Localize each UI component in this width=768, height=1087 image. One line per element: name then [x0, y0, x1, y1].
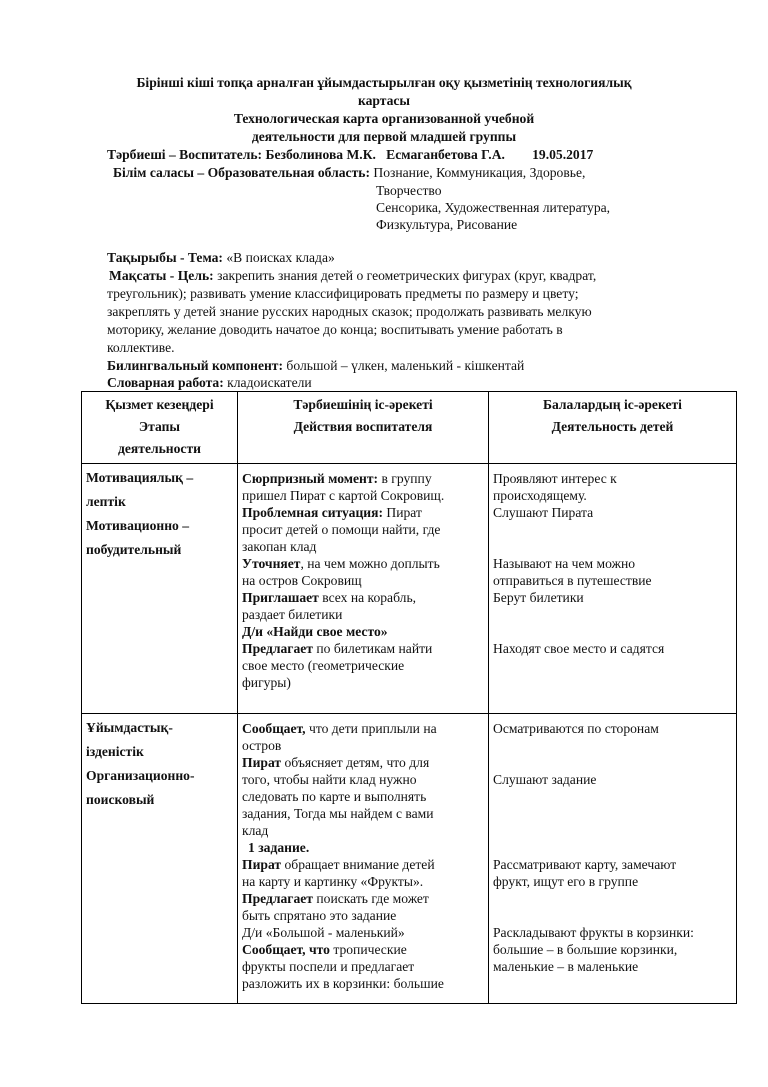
- teacher-line: [107, 146, 593, 163]
- table-header-row: [82, 392, 737, 464]
- stage-cell-organization: [82, 714, 238, 1004]
- children-line: отправиться в путешествие: [493, 573, 652, 588]
- teacher-line: просит детей о помощи найти, где: [242, 522, 441, 537]
- text: что: [305, 942, 330, 957]
- title-kz-line2: картасы: [357, 93, 411, 108]
- children-line: Раскладывают фрукты в корзинки:: [493, 925, 694, 940]
- goal-text-4: моторику, желание доводить начатое до конца; воспитывать умение работать в: [107, 322, 563, 337]
- header-teacher-kz: Тәрбиешінің іс-әрекеті: [293, 397, 433, 412]
- children-line: Слушают задание: [493, 772, 597, 787]
- teacher-line: на карту и картинку «Фрукты».: [242, 874, 424, 889]
- table-row: [82, 714, 737, 1004]
- teacher-line: [238, 839, 488, 856]
- children-cell-organization: [489, 714, 737, 1004]
- header-stages-ru-1: Этапы: [138, 419, 181, 434]
- children-line: фрукт, ищут его в группе: [493, 874, 639, 889]
- area-value-2: Творчество: [376, 183, 442, 198]
- teacher-line: [238, 589, 488, 606]
- stage-kz-2: ізденістік: [86, 744, 144, 759]
- teacher-line: пришел Пират с картой Сокровищ.: [242, 488, 445, 503]
- text: по билетикам найти: [312, 641, 433, 656]
- header-teacher-ru: Действия воспитателя: [293, 419, 433, 434]
- goal-text-2: треугольник); развивать умение классифицировать предметы по размеру и цвету;: [107, 286, 579, 301]
- children-cell-motivation: [489, 464, 737, 714]
- children-line: Рассматривают карту, замечают: [493, 857, 677, 872]
- text: объясняет детям, что для: [281, 755, 430, 770]
- teacher-line: задания, Тогда мы найдем с вами: [242, 806, 434, 821]
- teacher-line: свое место (геометрические: [242, 658, 405, 673]
- header-children-kz: Балалардың іс-әрекеті: [543, 397, 682, 412]
- topic-label: Тақырыбы - Тема:: [107, 250, 223, 265]
- stage-ru-2: поисковый: [86, 792, 155, 807]
- text: поискать где может: [312, 891, 429, 906]
- header-children-actions: [489, 392, 737, 464]
- bilingual-label: Билингвальный компонент:: [107, 358, 284, 373]
- bilingual-value: большой – үлкен, маленький - кішкентай: [286, 358, 525, 373]
- children-line: происходящему.: [493, 488, 587, 503]
- stage-ru-1: Мотивационно –: [86, 518, 190, 533]
- teacher-line: закопан клад: [242, 539, 317, 554]
- teacher-line: фигуры): [242, 675, 291, 690]
- vocabulary-label: Словарная работа:: [107, 375, 224, 390]
- task-1-label: 1 задание.: [248, 840, 310, 855]
- goal-line1: [109, 267, 596, 284]
- text: тропические: [329, 942, 407, 957]
- children-line: маленькие – в маленькие: [493, 959, 639, 974]
- teacher-line: [238, 890, 488, 907]
- teacher-line: быть спрятано это задание: [242, 908, 397, 923]
- title-ru-line2: деятельности для первой младшей группы: [251, 129, 517, 144]
- teacher-line: Д/и «Большой - маленький»: [242, 925, 405, 940]
- bilingual-line: [107, 357, 524, 374]
- teacher-line: [238, 720, 488, 737]
- goal-text-5: коллективе.: [107, 340, 175, 355]
- stage-ru-2: побудительный: [86, 542, 182, 557]
- goal-label: Мақсаты - Цель:: [109, 268, 214, 283]
- stage-cell-motivation: [82, 464, 238, 714]
- teacher-line: раздает билетики: [242, 607, 343, 622]
- teacher-second: Есмаганбетова Г.А.: [386, 147, 505, 162]
- children-line: Называют на чем можно: [493, 556, 636, 571]
- stage-ru-1: Организационно-: [86, 768, 195, 783]
- text: , на чем можно доплыть: [300, 556, 440, 571]
- teacher-line: [238, 623, 488, 640]
- teacher-line: [238, 856, 488, 873]
- area-value-4: Физкультура, Рисование: [376, 217, 518, 232]
- pirate-label: Пират: [242, 857, 282, 872]
- clarifies-label: Уточняет: [242, 556, 301, 571]
- children-line: Слушают Пирата: [493, 505, 594, 520]
- topic-line: [107, 249, 335, 266]
- informs-label: Сообщает,: [242, 942, 306, 957]
- informs-label: Сообщает,: [242, 721, 306, 736]
- area-value-1: Познание, Коммуникация, Здоровье,: [373, 165, 586, 180]
- teacher-line: остров: [242, 738, 282, 753]
- teacher-cell-motivation: [238, 464, 489, 714]
- teacher-line: [238, 555, 488, 572]
- teacher-cell-organization: [238, 714, 489, 1004]
- children-line: большие – в большие корзинки,: [493, 942, 678, 957]
- children-line: Берут билетики: [493, 590, 584, 605]
- teacher-line: того, чтобы найти клад нужно: [242, 772, 417, 787]
- children-line: Проявляют интерес к: [493, 471, 617, 486]
- game-title: Д/и «Найди свое место»: [242, 624, 388, 639]
- area-line: [113, 164, 585, 181]
- suggests-label: Предлагает: [242, 891, 313, 906]
- area-value-3: Сенсорика, Художественная литература,: [376, 200, 611, 215]
- goal-text-3: закреплять у детей знание русских народных сказок; продолжать развивать мелкую: [107, 304, 592, 319]
- children-line: Осматриваются по сторонам: [493, 721, 659, 736]
- teacher-label: Тәрбиеші – Воспитатель: Безболинова М.К.: [107, 147, 376, 162]
- teacher-line: [238, 754, 488, 771]
- children-line: Находят свое место и садятся: [493, 641, 665, 656]
- title-ru-line1: Технологическая карта организованной учебной: [233, 111, 535, 126]
- teacher-line: [238, 941, 488, 958]
- teacher-line: [238, 470, 488, 487]
- stage-kz-1: Ұйымдастық-: [86, 720, 173, 735]
- pirate-label: Пират: [242, 755, 282, 770]
- text: обращает внимание детей: [281, 857, 435, 872]
- teacher-line: фрукты поспели и предлагает: [242, 959, 415, 974]
- vocabulary-line: [107, 374, 312, 391]
- text: в группу: [378, 471, 432, 486]
- suggests-label: Предлагает: [242, 641, 313, 656]
- header-teacher-actions: [238, 392, 489, 464]
- teacher-line: клад: [242, 823, 269, 838]
- text: Пират: [383, 505, 422, 520]
- vocabulary-value: кладоискатели: [227, 375, 312, 390]
- header-children-ru: Деятельность детей: [551, 419, 674, 434]
- surprise-moment-label: Сюрпризный момент:: [242, 471, 379, 486]
- problem-situation-label: Проблемная ситуация:: [242, 505, 384, 520]
- stage-kz-1: Мотивациялық –: [86, 470, 194, 485]
- invites-label: Приглашает: [242, 590, 319, 605]
- activity-table: [81, 391, 737, 1004]
- header-stages-kz: Қызмет кезеңдері: [105, 397, 214, 412]
- goal-text-1: закрепить знания детей о геометрических фигурах (круг, квадрат,: [217, 268, 597, 283]
- document-date: 19.05.2017: [532, 147, 594, 162]
- teacher-line: на остров Сокровищ: [242, 573, 362, 588]
- text: что дети приплыли на: [305, 721, 437, 736]
- text: всех на корабль,: [318, 590, 417, 605]
- teacher-line: разложить их в корзинки: большие: [242, 976, 444, 991]
- title-kz-line1: Бірінші кіші топқа арналған ұйымдастырылған оқу қызметінің технологиялық: [136, 75, 632, 90]
- teacher-line: следовать по карте и выполнять: [242, 789, 427, 804]
- area-label: Білім саласы – Образовательная область:: [113, 165, 370, 180]
- topic-value: «В поисках клада»: [226, 250, 335, 265]
- stage-kz-2: лептік: [86, 494, 126, 509]
- table-row: [82, 464, 737, 714]
- teacher-line: [238, 504, 488, 521]
- header-stages-ru-2: деятельности: [118, 441, 201, 456]
- header-stages: [82, 392, 238, 464]
- teacher-line: [238, 640, 488, 657]
